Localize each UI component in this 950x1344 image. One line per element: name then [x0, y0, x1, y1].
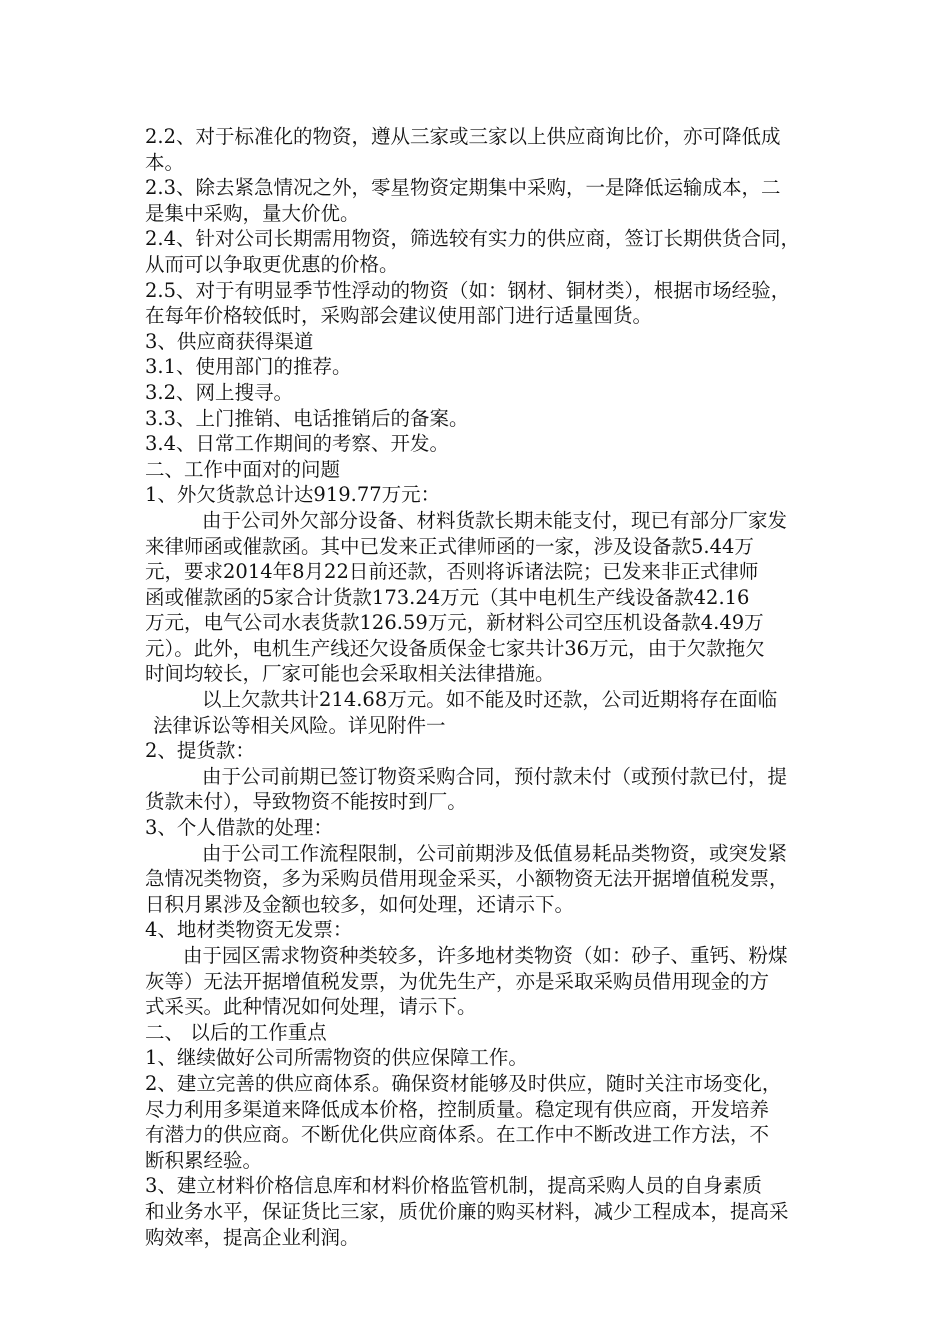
section-heading: 二、 以后的工作重点	[145, 1020, 327, 1044]
paragraph-line: 由于公司前期已签订物资采购合同，预付款未付（或预付款已付，提	[202, 764, 788, 788]
paragraph-line: 货款未付），导致物资不能按时到厂。	[145, 790, 467, 814]
paragraph-line: 3、建立材料价格信息库和材料价格监管机制，提高采购人员的自身素质	[145, 1174, 762, 1198]
paragraph-line: 日积月累涉及金额也较多，如何处理，还请示下。	[145, 892, 575, 916]
paragraph-line: 3.4、日常工作期间的考察、开发。	[145, 432, 450, 456]
paragraph-line: 有潜力的供应商。不断优化供应商体系。在工作中不断改进工作方法，不	[145, 1123, 770, 1147]
paragraph-line: 2.3、除去紧急情况之外，零星物资定期集中采购，一是降低运输成本，二	[145, 176, 781, 200]
section-heading: 二、工作中面对的问题	[145, 457, 341, 481]
sub-heading: 2、提货款：	[145, 739, 255, 763]
paragraph-line: 和业务水平，保证货比三家，质优价廉的购买材料，减少工程成本，提高采	[145, 1199, 789, 1223]
sub-heading: 3、个人借款的处理：	[145, 816, 333, 840]
paragraph-line: 元，要求2014年8月22日前还款，否则将诉诸法院；已发来非正式律师	[145, 560, 759, 584]
paragraph-line: 由于公司工作流程限制，公司前期涉及低值易耗品类物资，或突发紧	[202, 841, 788, 865]
paragraph-line: 灰等）无法开据增值税发票，为优先生产，亦是采取采购员借用现金的方	[145, 969, 770, 993]
paragraph-line: 由于园区需求物资种类较多，许多地材类物资（如：砂子、重钙、粉煤	[183, 944, 788, 967]
paragraph-line: 3.2、网上搜寻。	[145, 380, 294, 404]
paragraph-line: 2.2、对于标准化的物资，遵从三家或三家以上供应商询比价，亦可降低成	[145, 125, 781, 148]
paragraph-line: 是集中采购，量大价优。	[145, 201, 360, 225]
paragraph-line: 由于公司外欠部分设备、材料货款长期未能支付，现已有部分厂家发	[202, 508, 788, 532]
paragraph-line: 以上欠款共计214.68万元。如不能及时还款，公司近期将存在面临	[202, 688, 778, 712]
paragraph-line: 元）。此外，电机生产线还欠设备质保金七家共计36万元，由于欠款拖欠	[145, 636, 765, 660]
paragraph-line: 本。	[145, 150, 185, 174]
paragraph-line: 从而可以争取更优惠的价格。	[145, 252, 399, 276]
sub-heading: 4、地材类物资无发票：	[145, 918, 353, 942]
paragraph-line: 式采买。此种情况如何处理，请示下。	[145, 995, 477, 1019]
paragraph-line: 1、继续做好公司所需物资的供应保障工作。	[145, 1046, 528, 1070]
paragraph-line: 断积累经验。	[145, 1148, 263, 1172]
paragraph-line: 2、建立完善的供应商体系。确保资材能够及时供应，随时关注市场变化，	[145, 1071, 782, 1095]
paragraph-line: 3.3、上门推销、电话推销后的备案。	[145, 406, 469, 430]
paragraph-line: 法律诉讼等相关风险。详见附件一	[153, 713, 446, 737]
paragraph-line: 时间均较长，厂家可能也会采取相关法律措施。	[145, 662, 555, 686]
section-heading: 3、供应商获得渠道	[145, 329, 314, 353]
paragraph-line: 函或催款函的5家合计货款173.24万元（其中电机生产线设备款42.16	[145, 585, 750, 609]
sub-heading: 1、外欠货款总计达919.77万元：	[145, 483, 441, 507]
paragraph-line: 2.5、对于有明显季节性浮动的物资（如：钢材、铜材类），根据市场经验，	[145, 278, 791, 302]
paragraph-line: 2.4、针对公司长期需用物资，筛选较有实力的供应商，签订长期供货合同，	[145, 227, 801, 251]
paragraph-line: 急情况类物资，多为采购员借用现金采买，小额物资无法开据增值税发票，	[145, 867, 789, 891]
paragraph-line: 尽力利用多渠道来降低成本价格，控制质量。稳定现有供应商，开发培养	[145, 1097, 770, 1121]
paragraph-line: 3.1、使用部门的推荐。	[145, 355, 352, 379]
paragraph-line: 来律师函或催款函。其中已发来正式律师函的一家，涉及设备款5.44万	[145, 534, 754, 558]
paragraph-line: 购效率，提高企业利润。	[145, 1225, 360, 1249]
document-body	[145, 124, 857, 1250]
paragraph-line: 在每年价格较低时，采购部会建议使用部门进行适量囤货。	[145, 304, 653, 328]
paragraph-line: 万元，电气公司水表货款126.59万元，新材料公司空压机设备款4.49万	[145, 611, 764, 635]
